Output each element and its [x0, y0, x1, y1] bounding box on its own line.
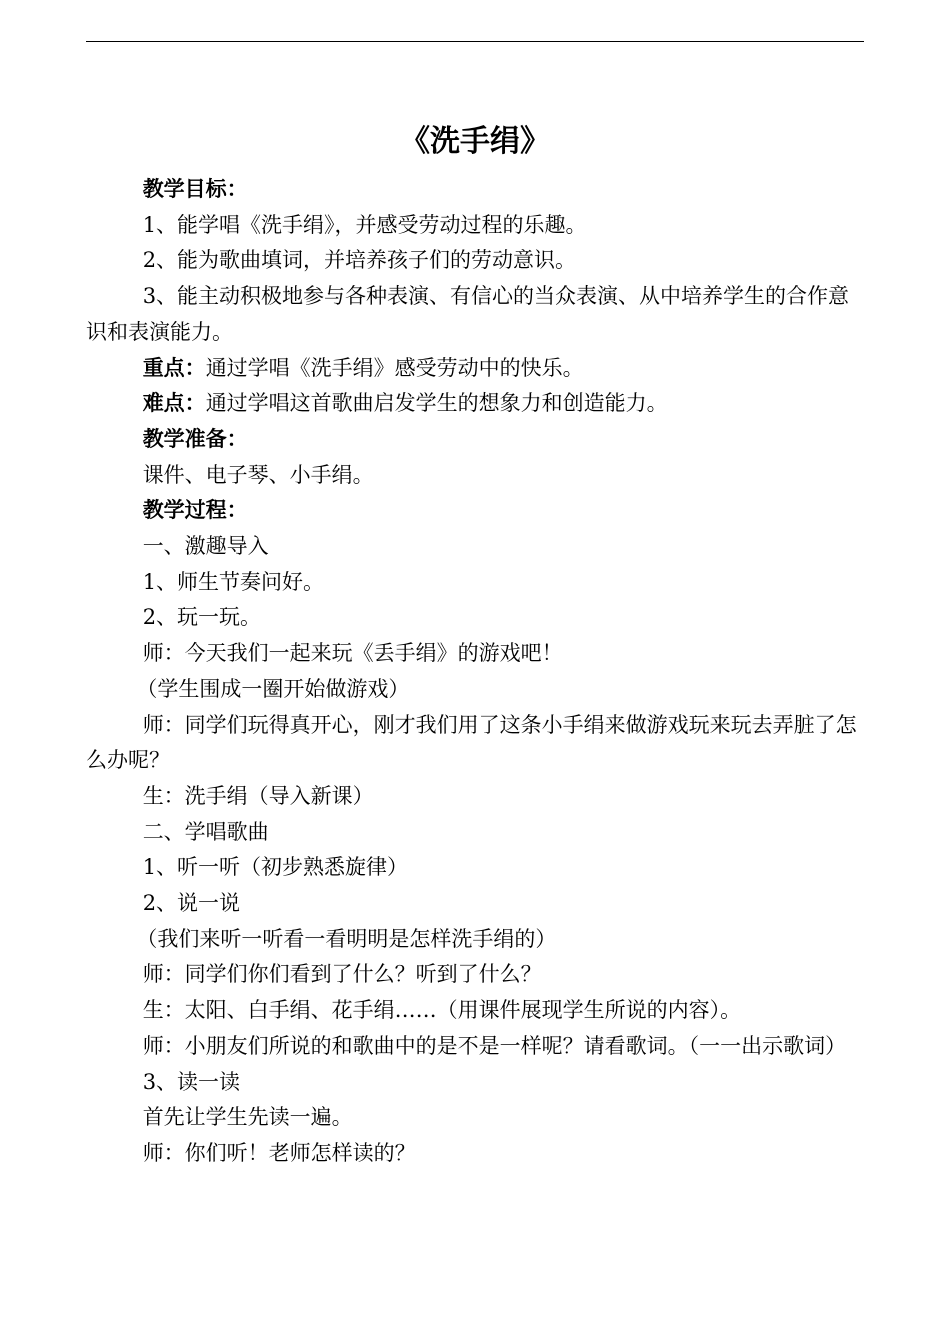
process-line: 师：你们听！老师怎样读的？ [142, 1140, 416, 1165]
process-line: 2、玩一玩。 [142, 605, 262, 630]
process-line: 一、激趣导入 [142, 534, 269, 559]
document-body [86, 172, 864, 1172]
header-rule [86, 41, 864, 42]
document-title: 《洗手绢》 [400, 124, 550, 159]
process-line: 师：同学们玩得真开心，刚才我们用了这条小手绢来做游戏玩来玩去弄脏了怎么办呢？ [86, 712, 857, 773]
difficulty-label: 难点： [142, 391, 206, 416]
process-line: 二、学唱歌曲 [142, 819, 269, 844]
difficulty [86, 386, 864, 422]
process-line: 1、师生节奏问好。 [142, 569, 325, 594]
goals-heading: 教学目标： [142, 177, 248, 201]
preparation-text: 课件、电子琴、小手绢。 [142, 462, 374, 487]
process-line: 2、说一说 [142, 891, 241, 916]
process-line: （学生围成一圈开始做游戏） [136, 676, 410, 701]
process-line: 生：太阳、白手绢、花手绢……（用课件展现学生所说的内容）。 [142, 998, 742, 1023]
process-line: 3、读一读 [142, 1069, 241, 1094]
key-point [86, 351, 864, 387]
goal-item-3: 3、能主动积极地参与各种表演、有信心的当众表演、从中培养学生的合作意识和表演能力。 [86, 284, 850, 344]
process-line: （我们来听一听看一看明明是怎样洗手绢的） [136, 926, 557, 951]
difficulty-text: 通过学唱这首歌曲启发学生的想象力和创造能力。 [205, 391, 668, 416]
goal-item-2: 2、能为歌曲填词，并培养孩子们的劳动意识。 [142, 248, 577, 273]
process-line: 1、听一听（初步熟悉旋律） [142, 855, 409, 880]
goal-item-1: 1、能学唱《洗手绢》，并感受劳动过程的乐趣。 [142, 212, 587, 237]
process-line: 首先让学生先读一遍。 [142, 1105, 353, 1130]
process-line: 师：小朋友们所说的和歌曲中的是不是一样呢？请看歌词。（一一出示歌词） [142, 1033, 847, 1058]
process-line: 生：洗手绢（导入新课） [142, 783, 374, 808]
key-point-label: 重点： [142, 355, 206, 380]
process-line: 师：同学们你们看到了什么？听到了什么？ [142, 962, 542, 987]
key-point-text: 通过学唱《洗手绢》感受劳动中的快乐。 [205, 355, 584, 380]
preparation-heading: 教学准备： [142, 426, 248, 451]
process-heading: 教学过程： [142, 498, 248, 523]
process-line: 师：今天我们一起来玩《丢手绢》的游戏吧！ [142, 641, 563, 666]
